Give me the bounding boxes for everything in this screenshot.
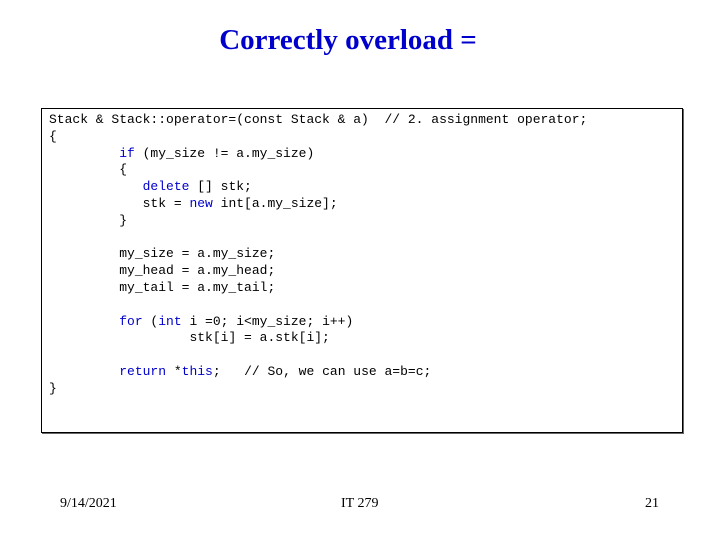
- code-line-4: [49, 162, 587, 179]
- code-comment: // 2. assignment operator;: [384, 112, 588, 127]
- code-line-12: [49, 297, 587, 314]
- delete-statement: [] stk;: [189, 179, 252, 195]
- for-paren: (: [142, 313, 159, 329]
- close-brace: }: [49, 380, 57, 396]
- return-deref: *: [166, 363, 182, 379]
- code-line-8: [49, 230, 587, 247]
- code-line-5: [49, 179, 587, 196]
- code-comment: // So, we can use a=b=c;: [244, 363, 432, 379]
- code-line-7: [49, 213, 587, 230]
- function-signature: Stack & Stack::operator=(const Stack & a): [49, 112, 369, 127]
- code-line-17: [49, 381, 587, 398]
- code-line-13: [49, 314, 587, 331]
- open-brace: {: [49, 128, 57, 144]
- code-listing: [49, 112, 587, 398]
- for-header: i =0; i<my_size; i++): [181, 313, 354, 329]
- code-line-3: [49, 146, 587, 163]
- loop-body: stk[i] = a.stk[i];: [189, 330, 330, 346]
- keyword-return: return: [119, 363, 167, 379]
- page-number: 21: [645, 496, 659, 511]
- code-block: [41, 108, 683, 433]
- assign-tail: my_tail = a.my_tail;: [119, 279, 276, 295]
- return-semicolon: ;: [212, 363, 221, 379]
- close-brace: }: [119, 212, 128, 228]
- code-line-2: [49, 129, 587, 146]
- assign-size: my_size = a.my_size;: [119, 246, 276, 262]
- keyword-delete: delete: [142, 179, 190, 195]
- if-condition: (my_size != a.my_size): [134, 145, 315, 161]
- code-line-15: [49, 347, 587, 364]
- keyword-if: if: [119, 145, 135, 161]
- keyword-this: this: [181, 363, 213, 379]
- keyword-for: for: [119, 313, 143, 329]
- open-brace: {: [119, 162, 128, 178]
- code-line-1: [49, 112, 587, 129]
- assign-head: my_head = a.my_head;: [119, 263, 276, 279]
- keyword-new: new: [189, 195, 213, 211]
- keyword-int: int: [158, 313, 182, 329]
- code-line-6: [49, 196, 587, 213]
- code-line-16: [49, 364, 587, 381]
- footer-course: IT 279: [341, 496, 379, 511]
- code-line-11: [49, 280, 587, 297]
- new-expression: int[a.my_size];: [212, 195, 338, 211]
- code-line-10: [49, 263, 587, 280]
- slide-title: Correctly overload =: [219, 24, 477, 56]
- footer-date: 9/14/2021: [60, 496, 117, 511]
- assign-target: stk =: [142, 195, 190, 211]
- code-line-14: [49, 330, 587, 347]
- code-line-9: [49, 246, 587, 263]
